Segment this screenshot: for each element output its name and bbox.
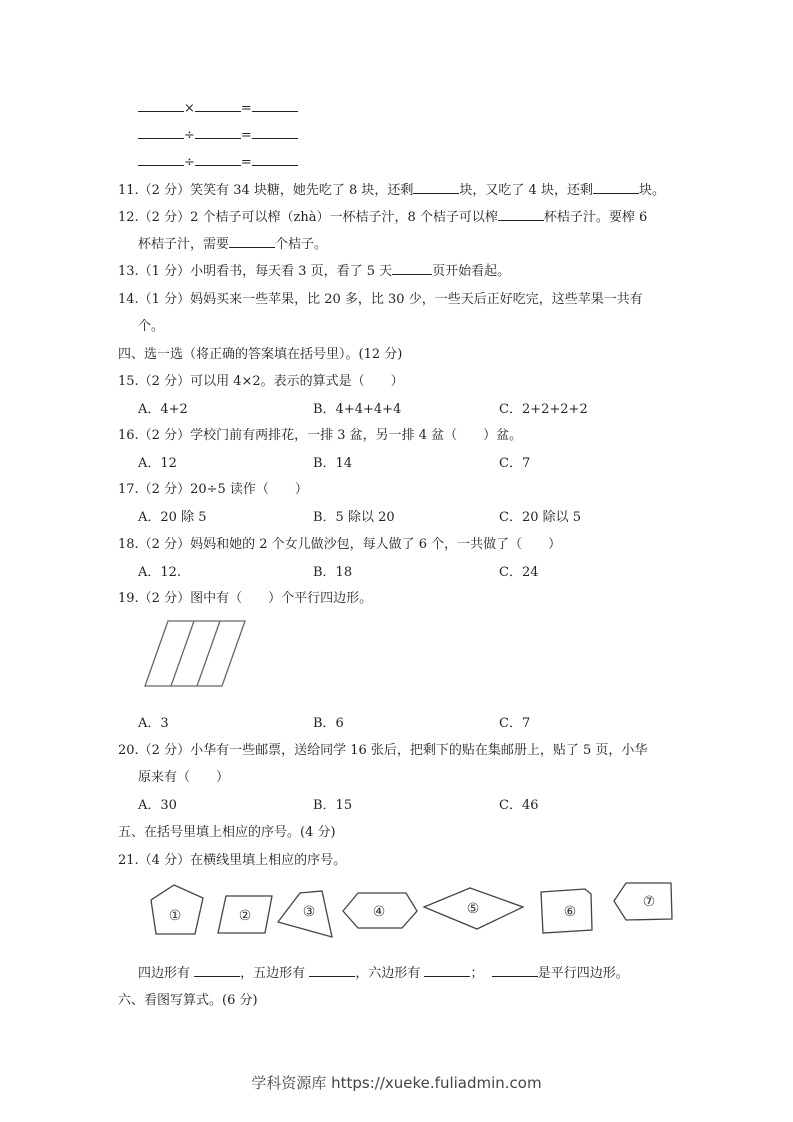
section-4-heading: 四、选一选（将正确的答案填在括号里）。(12 分) — [118, 347, 403, 362]
question-14-line-1 — [118, 288, 643, 307]
q21-text: 四边形有 — [138, 966, 191, 981]
q17-option-b[interactable]: B．5 除以 20 — [313, 510, 395, 525]
q12-blank-2[interactable] — [229, 234, 275, 248]
q18-option-c[interactable]: C．24 — [499, 565, 539, 580]
equals-sign: = — [240, 128, 252, 143]
q19-option-c[interactable]: C．7 — [499, 716, 531, 731]
blank[interactable] — [195, 125, 241, 139]
q21-blank-parallelogram[interactable] — [492, 963, 538, 977]
footer-watermark: 学科资源库 https://xueke.fuliadmin.com — [251, 1074, 542, 1092]
blank[interactable] — [252, 98, 298, 112]
question-11 — [118, 179, 665, 198]
blank[interactable] — [138, 152, 184, 166]
equation-row-3 — [138, 152, 298, 170]
shape-7-label: ⑦ — [642, 894, 656, 910]
q20-option-b[interactable]: B．15 — [313, 798, 353, 813]
blank[interactable] — [252, 125, 298, 139]
q19-option-a[interactable]: A．3 — [138, 716, 169, 731]
q13-blank[interactable] — [392, 261, 432, 275]
q14-text: 个。 — [138, 319, 165, 334]
q21-text: ，五边形有 — [240, 966, 306, 981]
shape-3-label: ③ — [302, 904, 316, 920]
question-12-line-1 — [118, 206, 647, 225]
q21-blank-hexagon[interactable] — [424, 963, 470, 977]
q17-option-c[interactable]: C．20 除以 5 — [499, 510, 582, 525]
q21-blank-quadrilateral[interactable] — [194, 963, 240, 977]
shape-6-label: ⑥ — [563, 904, 577, 920]
q15-option-b[interactable]: B．4+4+4+4 — [313, 402, 402, 417]
q12-text: 杯桔子汁，需要 — [138, 237, 230, 252]
shape-5-label: ⑤ — [466, 901, 480, 917]
section-5-heading: 五、在括号里填上相应的序号。(4 分) — [118, 825, 336, 840]
q14-text: 14.（1 分）妈妈买来一些苹果，比 20 多，比 30 少，一些天后正好吃完，这些苹果一共有 — [118, 292, 643, 307]
question-19-stem: 19.（2 分）图中有（ ）个平行四边形。 — [118, 591, 373, 606]
q12-text: 12.（2 分）2 个桔子可以榨（zhà）一杯桔子汁，8 个桔子可以榨 — [118, 210, 498, 225]
equation-row-1 — [138, 98, 298, 116]
section-6-heading: 六、看图写算式。(6 分) — [118, 993, 258, 1008]
q21-blank-pentagon[interactable] — [309, 963, 355, 977]
question-15-stem: 15.（2 分）可以用 4×2。表示的算式是（ ） — [118, 374, 404, 389]
blank[interactable] — [252, 152, 298, 166]
question-21-fill-line — [138, 962, 629, 981]
q16-option-b[interactable]: B．14 — [313, 456, 353, 471]
question-14-line-2 — [138, 315, 164, 334]
operator: ÷ — [184, 128, 195, 143]
q16-option-a[interactable]: A．12 — [138, 456, 177, 471]
q12-blank-1[interactable] — [498, 207, 544, 221]
q13-text: 页开始看起。 — [432, 264, 511, 279]
question-20-stem-line-1: 20.（2 分）小华有一些邮票，送给同学 16 张后，把剩下的贴在集邮册上，贴了 5 页，小华 — [118, 743, 648, 758]
question-12-line-2 — [138, 233, 327, 252]
q21-text: 是平行四边形。 — [537, 966, 629, 981]
q20-option-c[interactable]: C．46 — [499, 798, 539, 813]
q21-text: ； — [470, 966, 484, 981]
question-13 — [118, 260, 510, 279]
q11-text: 11.（2 分）笑笑有 34 块糖，她先吃了 8 块，还剩 — [118, 183, 414, 198]
question-21-stem: 21.（4 分）在横线里填上相应的序号。 — [118, 853, 347, 868]
blank[interactable] — [195, 152, 241, 166]
blank[interactable] — [195, 98, 241, 112]
operator: ÷ — [184, 155, 195, 170]
q11-blank-1[interactable] — [413, 180, 459, 194]
parallelogram-figure — [143, 620, 247, 688]
shape-1-label: ① — [168, 908, 182, 924]
q17-option-a[interactable]: A．20 除 5 — [138, 510, 207, 525]
blank[interactable] — [138, 125, 184, 139]
shape-4-label: ④ — [372, 904, 386, 920]
equals-sign: = — [240, 155, 252, 170]
question-18-stem: 18.（2 分）妈妈和她的 2 个女儿做沙包，每人做了 6 个，一共做了（ ） — [118, 537, 562, 552]
q11-blank-2[interactable] — [593, 180, 639, 194]
q18-option-a[interactable]: A．12. — [138, 565, 182, 580]
question-16-stem: 16.（2 分）学校门前有两排花，一排 3 盆，另一排 4 盆（ ）盆。 — [118, 428, 523, 443]
operator: × — [184, 101, 195, 116]
q13-text: 13.（1 分）小明看书，每天看 3 页，看了 5 天 — [118, 264, 393, 279]
q12-text: 杯桔子汁。要榨 6 — [543, 210, 648, 225]
polygon-shapes-figure — [140, 878, 680, 944]
equation-row-2 — [138, 125, 298, 143]
question-17-stem: 17.（2 分）20÷5 读作（ ） — [118, 482, 308, 497]
q18-option-b[interactable]: B．18 — [313, 565, 353, 580]
q21-text: ，六边形有 — [355, 966, 421, 981]
q16-option-c[interactable]: C．7 — [499, 456, 531, 471]
q11-text: 块，又吃了 4 块，还剩 — [459, 183, 593, 198]
q20-option-a[interactable]: A．30 — [138, 798, 177, 813]
q19-option-b[interactable]: B．6 — [313, 716, 344, 731]
q12-text: 个桔子。 — [275, 237, 328, 252]
blank[interactable] — [138, 98, 184, 112]
equals-sign: = — [240, 101, 252, 116]
q11-text: 块。 — [638, 183, 665, 198]
q15-option-c[interactable]: C．2+2+2+2 — [499, 402, 588, 417]
question-20-stem-line-2: 原来有（ ） — [138, 770, 230, 785]
shape-2-label: ② — [238, 908, 252, 924]
q15-option-a[interactable]: A．4+2 — [138, 402, 188, 417]
